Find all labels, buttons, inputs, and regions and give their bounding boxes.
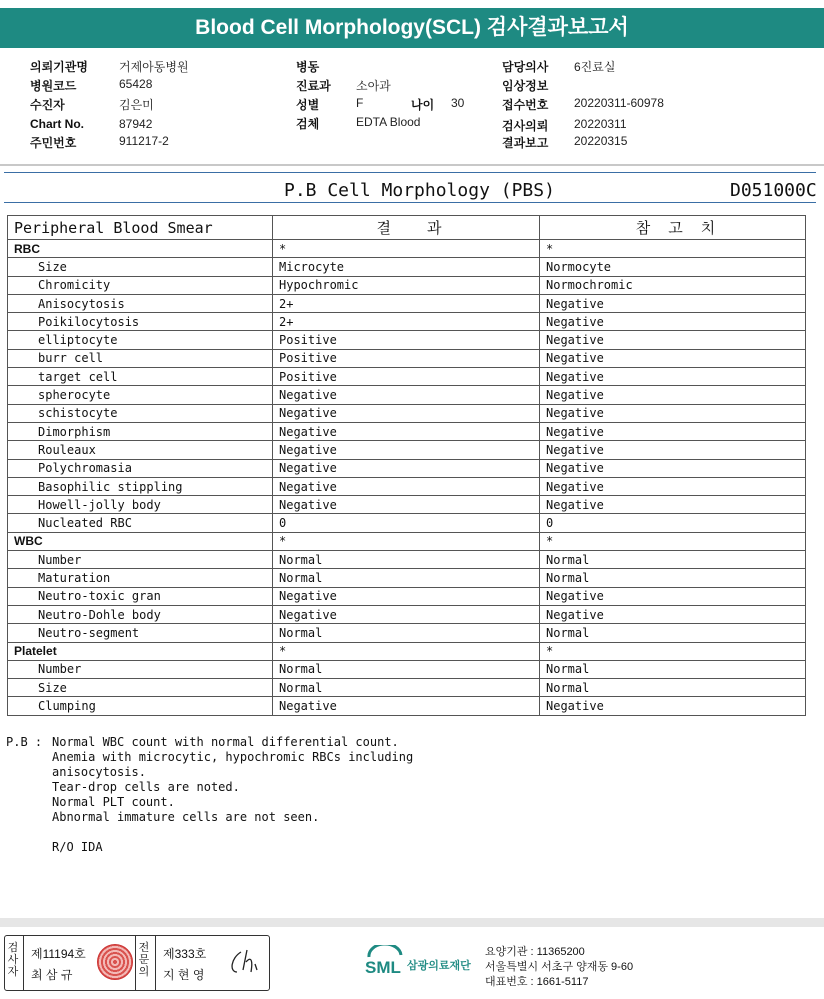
header-value: F: [356, 96, 364, 110]
test-item-name: Clumping: [8, 697, 273, 715]
reference-value: Normochromic: [540, 276, 806, 294]
header-label: 결과보고: [502, 136, 549, 150]
header-value: 소아과: [356, 79, 391, 93]
table-row: [8, 532, 806, 550]
test-item-name: Poikilocytosis: [8, 313, 273, 331]
reference-value: Negative: [540, 459, 806, 477]
header-label: 병원코드: [30, 79, 77, 93]
pb-comment-line: R/O IDA: [52, 840, 103, 854]
reference-value: Negative: [540, 697, 806, 715]
header-value: 20220311: [574, 117, 627, 131]
table-row: [8, 642, 806, 660]
table-row: [8, 404, 806, 422]
header-label: 의뢰기관명: [30, 60, 88, 74]
test-result: Microcyte: [273, 258, 540, 276]
reference-value: Negative: [540, 349, 806, 367]
specialist-license: 제333호: [163, 947, 207, 961]
table-row: [8, 477, 806, 495]
test-item-name: elliptocyte: [8, 331, 273, 349]
test-result: Positive: [273, 331, 540, 349]
reference-value: Negative: [540, 441, 806, 459]
table-row: [8, 386, 806, 404]
sml-logo-icon: [363, 945, 407, 979]
table-row: [8, 569, 806, 587]
table-row: [8, 240, 806, 258]
table-row: [8, 697, 806, 715]
test-item-name: Dimorphism: [8, 422, 273, 440]
header-value: 20220315: [574, 134, 628, 148]
header-value: 20220311-60978: [574, 96, 664, 110]
test-item-name: Size: [8, 258, 273, 276]
inspector-name: 최 삼 규: [31, 968, 73, 982]
test-result: Negative: [273, 587, 540, 605]
test-result: Normal: [273, 551, 540, 569]
test-subtitle: P.B Cell Morphology (PBS): [284, 180, 555, 201]
pb-comment-line: Tear-drop cells are noted.: [52, 780, 240, 794]
test-result: Negative: [273, 386, 540, 404]
signature-box: [4, 935, 270, 991]
test-item-name: Basophilic stippling: [8, 477, 273, 495]
test-item-name: Chromicity: [8, 276, 273, 294]
test-result: Positive: [273, 349, 540, 367]
test-result: Negative: [273, 477, 540, 495]
header-value: 87942: [119, 117, 153, 131]
table-row: [8, 294, 806, 312]
header-label: 병동: [296, 60, 320, 74]
header-label: 접수번호: [502, 98, 549, 112]
reference-value: Negative: [540, 605, 806, 623]
pb-comment-line: Anemia with microcytic, hypochromic RBCs including: [52, 750, 414, 764]
test-result: Hypochromic: [273, 276, 540, 294]
table-row: [8, 258, 806, 276]
test-item-name: schistocyte: [8, 404, 273, 422]
foundation-name: 삼광의료재단: [407, 960, 471, 972]
reference-value: Negative: [540, 386, 806, 404]
test-item-name: Neutro-Dohle body: [8, 605, 273, 623]
age-label: 나이: [411, 98, 435, 112]
header-value: 65428: [119, 77, 153, 91]
header-label: 성별: [296, 98, 320, 112]
test-item-name: Platelet: [8, 642, 273, 660]
test-item-name: spherocyte: [8, 386, 273, 404]
footer-band: [0, 918, 824, 927]
test-item-name: Number: [8, 551, 273, 569]
divider: [0, 164, 824, 166]
table-row: [8, 349, 806, 367]
inspector-license: 제11194호: [31, 947, 86, 961]
reference-value: *: [540, 240, 806, 258]
test-item-name: Nucleated RBC: [8, 514, 273, 532]
test-result: Negative: [273, 404, 540, 422]
test-result: 2+: [273, 294, 540, 312]
seal-stamp-icon: [97, 944, 133, 980]
report-title: Blood Cell Morphology(SCL) 검사결과보고서: [0, 8, 824, 48]
pb-comment-line: anisocytosis.: [52, 765, 146, 779]
reference-value: Negative: [540, 313, 806, 331]
table-row: [8, 587, 806, 605]
results-table: [7, 215, 806, 716]
table-row: [8, 679, 806, 697]
reference-value: Normal: [540, 569, 806, 587]
test-result: Negative: [273, 441, 540, 459]
test-result: *: [273, 532, 540, 550]
table-row: [8, 331, 806, 349]
table-row: [8, 441, 806, 459]
address: 서울특별시 서초구 양재동 9-60: [485, 961, 634, 973]
table-row: [8, 624, 806, 642]
reference-value: Normal: [540, 679, 806, 697]
care-institution-number: 요양기관 : 11365200: [485, 946, 585, 958]
test-item-name: Anisocytosis: [8, 294, 273, 312]
test-result: Negative: [273, 459, 540, 477]
test-item-name: Size: [8, 679, 273, 697]
test-item-name: Polychromasia: [8, 459, 273, 477]
reference-value: Negative: [540, 294, 806, 312]
reference-value: Negative: [540, 496, 806, 514]
table-row: [8, 605, 806, 623]
test-result: Negative: [273, 422, 540, 440]
header-value: EDTA Blood: [356, 115, 421, 129]
table-row: [8, 422, 806, 440]
svg-text:SML: SML: [365, 958, 401, 977]
test-item-name: Howell-jolly body: [8, 496, 273, 514]
reference-value: Negative: [540, 331, 806, 349]
test-result: Negative: [273, 605, 540, 623]
table-row: [8, 459, 806, 477]
header-value: 911217-2: [119, 134, 169, 148]
test-item-name: target cell: [8, 368, 273, 386]
header-label: 진료과: [296, 79, 331, 93]
reference-value: Normal: [540, 551, 806, 569]
header-label: Chart No.: [30, 117, 84, 131]
reference-value: Negative: [540, 422, 806, 440]
age-value: 30: [451, 96, 465, 110]
test-item-name: WBC: [8, 532, 273, 550]
table-row: [8, 276, 806, 294]
test-item-name: Number: [8, 660, 273, 678]
reference-value: Normocyte: [540, 258, 806, 276]
pb-comment-line: Normal PLT count.: [52, 795, 175, 809]
test-result: *: [273, 642, 540, 660]
specialist-label: 전문의: [138, 942, 150, 978]
signature-icon: [227, 948, 261, 978]
test-result: Normal: [273, 660, 540, 678]
test-result: Normal: [273, 569, 540, 587]
column-header-smear: Peripheral Blood Smear: [8, 216, 273, 240]
header-value: 6진료실: [574, 60, 616, 74]
header-label: 수진자: [30, 98, 65, 112]
header-label: 검체: [296, 117, 320, 131]
phone-number: 대표번호 : 1661-5117: [485, 976, 589, 988]
header-value: 거제아동병원: [119, 60, 189, 74]
table-row: [8, 496, 806, 514]
test-result: *: [273, 240, 540, 258]
table-row: [8, 514, 806, 532]
header-label: 주민번호: [30, 136, 77, 150]
header-label: 담당의사: [502, 60, 549, 74]
header-value: 김은미: [119, 98, 154, 112]
reference-value: 0: [540, 514, 806, 532]
reference-value: *: [540, 642, 806, 660]
table-row: [8, 368, 806, 386]
test-result: Negative: [273, 697, 540, 715]
header-label: 임상정보: [502, 79, 549, 93]
table-row: [8, 551, 806, 569]
column-header-result: 결 과: [273, 216, 540, 240]
sml-logo: [363, 945, 481, 979]
peripheral-blood-comment: [6, 735, 413, 855]
reference-value: Negative: [540, 404, 806, 422]
table-row: [8, 313, 806, 331]
test-result: Negative: [273, 496, 540, 514]
column-header-reference: 참 고 치: [540, 216, 806, 240]
specialist-name: 지 현 영: [163, 968, 205, 982]
reference-value: *: [540, 532, 806, 550]
header-label: 검사의뢰: [502, 119, 549, 133]
divider: [4, 172, 816, 173]
test-result: Positive: [273, 368, 540, 386]
pb-prefix: P.B :: [6, 735, 43, 749]
reference-value: Negative: [540, 477, 806, 495]
test-result: 2+: [273, 313, 540, 331]
test-item-name: Neutro-segment: [8, 624, 273, 642]
test-result: 0: [273, 514, 540, 532]
table-row: [8, 660, 806, 678]
reference-value: Normal: [540, 624, 806, 642]
table-header-row: [8, 216, 806, 240]
test-item-name: RBC: [8, 240, 273, 258]
test-item-name: Maturation: [8, 569, 273, 587]
test-result: Normal: [273, 624, 540, 642]
reference-value: Negative: [540, 368, 806, 386]
divider: [4, 202, 816, 203]
inspector-label: 검사자: [7, 942, 19, 978]
test-item-name: burr cell: [8, 349, 273, 367]
pb-comment-line: Normal WBC count with normal differential count.: [52, 735, 399, 749]
test-result: Normal: [273, 679, 540, 697]
reference-value: Negative: [540, 587, 806, 605]
reference-value: Normal: [540, 660, 806, 678]
test-item-name: Neutro-toxic gran: [8, 587, 273, 605]
test-item-name: Rouleaux: [8, 441, 273, 459]
pb-comment-line: Abnormal immature cells are not seen.: [52, 810, 320, 824]
test-code: D051000C: [730, 180, 817, 201]
